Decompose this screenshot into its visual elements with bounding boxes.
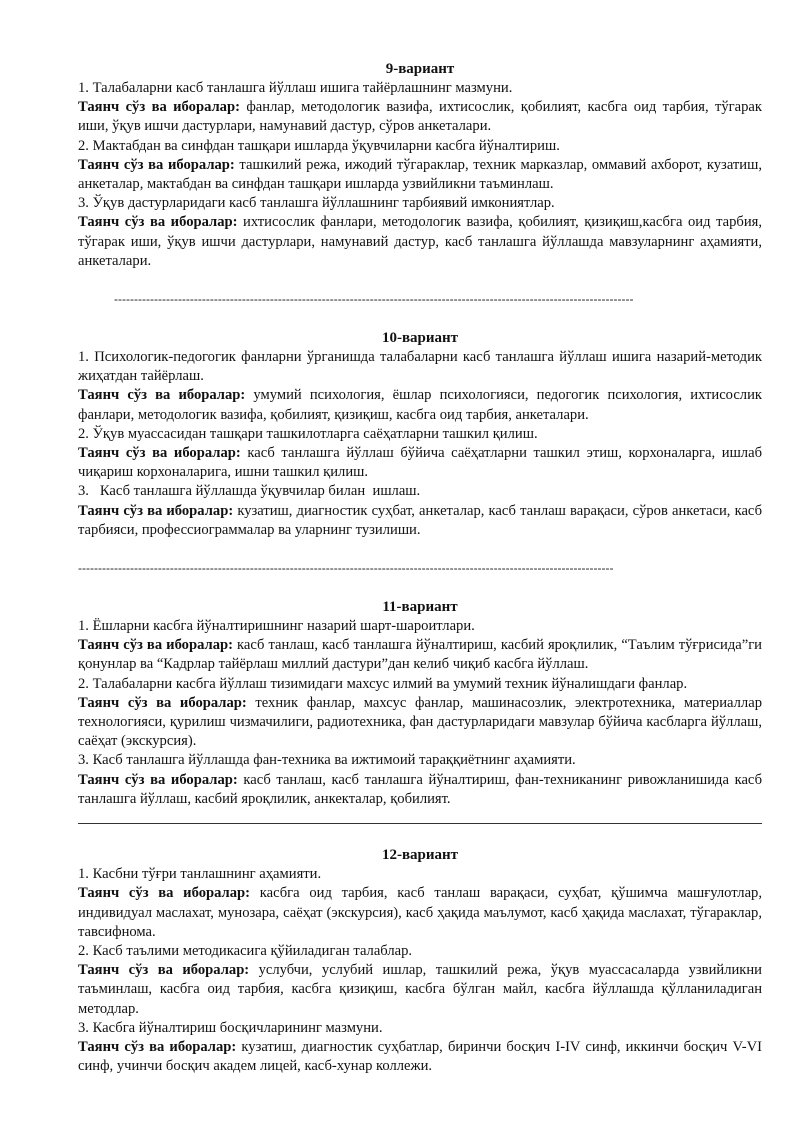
keywords-label: Таянч сўз ва иборалар: [78, 637, 233, 654]
keywords-text: умумий психология, ёшлар психологияси, педогогик психология, ихтисослик фанлари, методологик вазифа, қобилият, қизиқиш, касбга оид тарбия, анкеталари. [78, 387, 762, 423]
topic-text: 3. Касб танлашга йўллашда фан-техника ва ижтимоий тараққиётнинг аҳамияти. [78, 752, 576, 769]
variant-9 [78, 60, 762, 271]
topic-text: 1. Психологик-педогогик фанларни ўрганишда талабаларни касб танлашга йўллаш ишига назарий-методик жиҳатдан тайёрлаш. [78, 349, 762, 385]
keywords-line [78, 694, 762, 752]
topic-text: 2. Талабаларни касбга йўллаш тизимидаги махсус илмий ва умумий техник йўналишдаги фанлар. [78, 675, 688, 692]
keywords-line [78, 386, 762, 424]
variant-title: 9-вариант [385, 61, 455, 77]
topic-text: 2. Касб таълими методикасига қўйиладиган талаблар. [78, 942, 413, 959]
keywords-text: ташкилий режа, ижодий тўгараклар, техник марказлар, оммавий ахборот, кузатиш, анкеталар, мактабдан ва синфдан ташқари ишларда узвийликни таъминлаш. [78, 156, 762, 193]
variant-11 [78, 598, 762, 809]
topic-text: 3. Касбга йўналтириш босқичларининг мазмуни. [78, 1019, 383, 1036]
topic-text: 1. Ёшларни касбга йўналтиришнинг назарий шарт-шароитлари. [78, 618, 475, 635]
keywords-text: кузатиш, диагностик суҳбатлар, биринчи босқич I-IV синф, иккинчи босқич V-VI синф, учинчи босқич академ лицей, касб-хунар коллежи. [78, 1038, 762, 1075]
keywords-line [78, 636, 762, 674]
keywords-text: касб танлаш, касб танлашга йўналтириш, касбий яроқлилик, “Таълим тўғрисида”ги қонунлар ва “Кадрлар тайёрлаш миллий дастури”дан келиб чиқиб касбга йўллаш. [78, 637, 762, 673]
keywords-label: Таянч сўз ва иборалар: [78, 502, 234, 519]
keywords-line [78, 771, 762, 809]
keywords-text: касбга оид тарбия, касб танлаш варақаси, суҳбат, қўшимча машғулотлар, индивидуал маслахат, мунозара, саёҳат (экскурсия), касб ҳақида маълумот, касб ҳақида маслахат, тўгараклар, тавсифнома. [78, 885, 762, 940]
keywords-line [78, 961, 762, 1019]
topic-text: 2. Ўқув муассасидан ташқари ташкилотларга саёҳатларни ташкил қилиш. [78, 425, 538, 442]
topic-text: 2. Мактабдан ва синфдан ташқари ишларда ўқувчиларни касбга йўналтириш. [78, 137, 560, 154]
keywords-label: Таянч сўз ва иборалар: [78, 771, 238, 788]
keywords-line [78, 213, 762, 271]
variant-title: 11-вариант [382, 599, 458, 616]
dashed-separator: ---------------------------------------------------------------------------------------------------------------------------------- [114, 292, 634, 307]
keywords-text: техник фанлар, махсус фанлар, машинасозлик, электротехника, материаллар технологияси, қурилиш чизмачилиги, радиотехника, фан дастурларидаги мавзулар бўйича касбларга йўллаш, саёҳат (экскурсия). [78, 694, 762, 750]
topic-text: 3. Касб танлашга йўллашда ўқувчилар билан ишлаш. [78, 483, 421, 500]
keywords-line [78, 884, 762, 942]
keywords-text: ихтисослик фанлари, методологик вазифа, қобилият, қизиқиш,касбга оид тарбия, тўгарак иши, ўқув ишчи дастурлари, намунавий дастур, касб танлашга йўллашда мавзуларнинг аҳамияти, анкеталари. [78, 214, 762, 269]
keywords-line [78, 156, 762, 194]
keywords-text: кузатиш, диагностик суҳбат, анкеталар, касб танлаш варақаси, сўров анкетаси, касб тарбияси, профессиограммалар ва уларнинг тузилиши. [78, 502, 762, 538]
keywords-text: услубчи, услубий ишлар, ташкилий режа, ўқув муассасаларда узвийликни таъминлаш, касбга оид тарбия, касбга қизиқиш, касбга бўлган майл, касбга йўллашда қўлланиладиган методлар. [78, 962, 762, 1017]
topic-text: 1. Талабаларни касб танлашга йўллаш ишига тайёрлашнинг мазмуни. [78, 80, 513, 96]
variant-title: 10-вариант [381, 330, 459, 347]
variant-title: 12-вариант [381, 847, 459, 864]
keywords-label: Таянч сўз ва иборалар: [78, 1038, 237, 1055]
topic-text: 1. Касбни тўғри танлашнинг аҳамияти. [78, 866, 322, 883]
variant-12 [78, 846, 762, 1076]
keywords-label: Таянч сўз ва иборалар: [78, 214, 238, 231]
keywords-label: Таянч сўз ва иборалар: [78, 885, 250, 902]
keywords-line [78, 444, 762, 482]
keywords-text: касб танлашга йўллаш бўйича саёҳатларни ташкил этиш, корхоналарга, ишлаб чиқариш корхоналарига, ишни ташкил қилиш. [78, 445, 762, 481]
keywords-label: Таянч сўз ва иборалар: [78, 156, 235, 173]
topic-text: 3. Ўқув дастурларидаги касб танлашга йўллашнинг тарбиявий имкониятлар. [78, 195, 555, 212]
keywords-line [78, 1038, 762, 1076]
keywords-label: Таянч сўз ва иборалар: [78, 962, 250, 979]
keywords-line [78, 502, 762, 540]
keywords-label: Таянч сўз ва иборалар: [78, 99, 240, 116]
keywords-label: Таянч сўз ва иборалар: [78, 694, 247, 711]
solid-separator [78, 823, 762, 824]
keywords-text: касб танлаш, касб танлашга йўналтириш, фан-техниканинг ривожланишида касб танлашга йўллаш, касбий яроқлилик, анкекталар, қобилият. [78, 771, 762, 807]
variant-10 [78, 329, 762, 540]
keywords-label: Таянч сўз ва иборалар: [78, 445, 241, 462]
keywords-text: фанлар, методологик вазифа, ихтисослик, қобилият, касбга оид тарбия, тўгарак иши, ўқув ишчи дастурлари, намунавий дастур, сўров анкеталари. [78, 99, 762, 135]
dashed-separator: -------------------------------------------------------------------------------------------------------------------------------------- [78, 561, 614, 576]
document-page [78, 60, 762, 1076]
keywords-label: Таянч сўз ва иборалар: [78, 387, 246, 404]
keywords-line [78, 98, 762, 136]
